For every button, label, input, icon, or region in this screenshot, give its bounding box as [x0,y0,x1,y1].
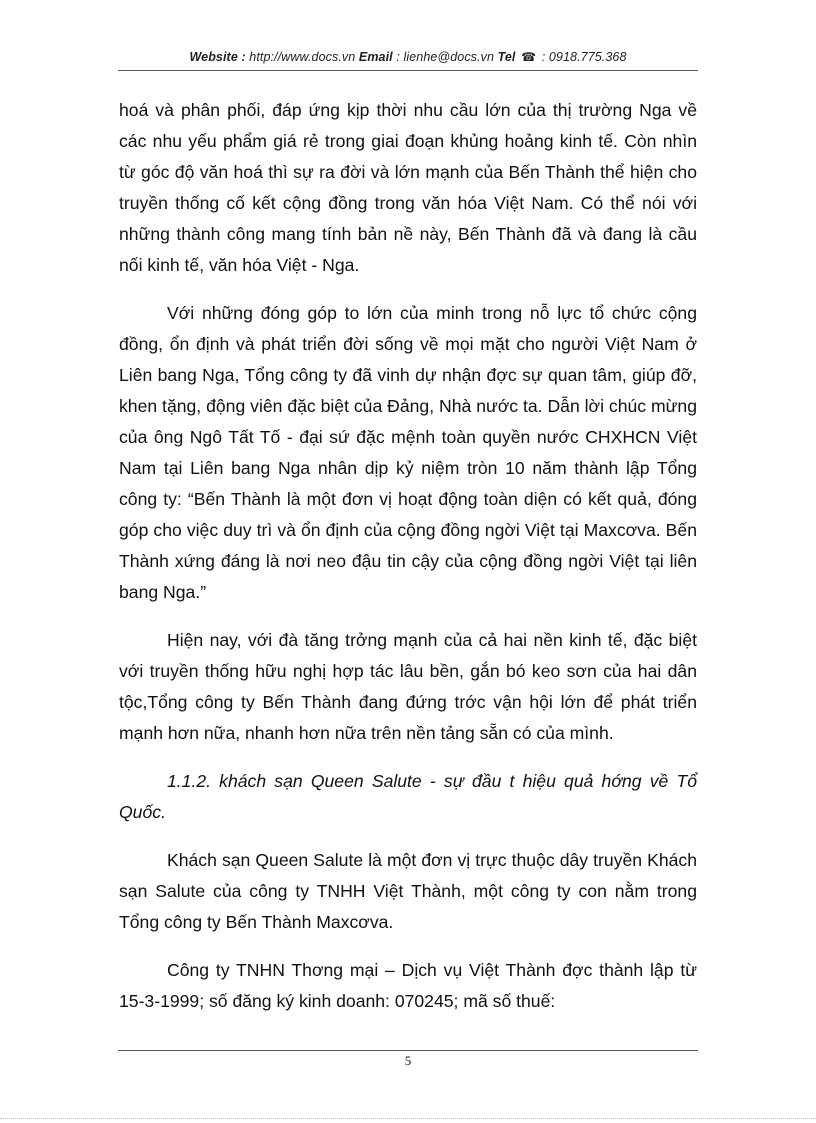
paragraph-continuation: hoá và phân phối, đáp ứng kịp thời nhu cầu lớn của thị trường Nga về các nhu yếu phẩm giá rẻ trong giai đoạn khủng hoảng kinh tế. Còn nhìn từ góc độ văn hoá thì sự ra đời và lớn mạnh của Bến Thành thể hiện cho truyền thống cố kết cộng đồng trong văn hóa Việt Nam. Có thể nói với những thành công mang tính bản nề này, Bến Thành đã và đang là cầu nối kinh tế, văn hóa Việt - Nga. [119,100,697,275]
paragraph-hotel: Khách sạn Queen Salute là một đơn vị trực thuộc dây truyền Khách sạn Salute của công ty TNHH Việt Thành, một công ty con nằm trong Tổng công ty Bến Thành Maxcơva. [119,850,697,932]
website-label: Website : [189,50,246,64]
paragraph-company: Công ty TNHN Thơng mại – Dịch vụ Việt Thành đợc thành lập từ 15-3-1999; số đăng ký kinh doanh: 070245; mã số thuế: [119,960,697,1011]
tel-value: : 0918.775.368 [541,50,627,64]
header-rule [118,70,698,71]
paragraph-growth: Hiện nay, với đà tăng trởng mạnh của cả hai nền kinh tế, đặc biệt với truyền thống hữu nghị hợp tác lâu bền, gắn bó keo sơn của hai dân tộc,Tổng công ty Bến Thành đang đứng trớc vận hội lớn để phát triển mạnh hơn nữa, nhanh hơn nữa trên nền tảng sẵn có của mình. [119,630,697,743]
website-url[interactable]: http://www.docs.vn [249,50,356,64]
tel-label: Tel [497,50,516,64]
paragraph-contributions: Với những đóng góp to lớn của minh trong nỗ lực tổ chức cộng đồng, ổn định và phát triển đời sống về mọi mặt cho người Việt Nam ở Liên bang Nga, Tổng công ty đã vinh dự nhận đợc sự quan tâm, giúp đỡ, khen tặng, động viên đặc biệt của Đảng, Nhà nước ta. Dẫn lời chúc mừng của ông Ngô Tất Tố - đại sứ đặc mệnh toàn quyền nước CHXHCN Việt Nam tại Liên bang Nga nhân dịp kỷ niệm tròn 10 năm thành lập Tổng công ty: “Bến Thành là một đơn vị hoạt động toàn diện có kết quả, đóng góp cho việc duy trì và ổn định của cộng đồng ngời Việt tại Maxcơva. Bến Thành xứng đáng là nơi neo đậu tin cậy của cộng đồng ngời Việt tại liên bang Nga.” [119,303,697,602]
page-edge-divider [0,1118,816,1119]
footer-rule [118,1050,698,1051]
email-label: Email [358,50,393,64]
phone-icon: ☎ [521,50,537,64]
page-header [118,50,698,64]
body-text [119,95,697,1034]
section-heading: 1.1.2. khách sạn Queen Salute - sự đầu t hiệu quả hớng về Tổ Quốc. [119,771,697,822]
email-value[interactable]: : lienhe@docs.vn [396,50,495,64]
page-number: 5 [404,1053,412,1068]
